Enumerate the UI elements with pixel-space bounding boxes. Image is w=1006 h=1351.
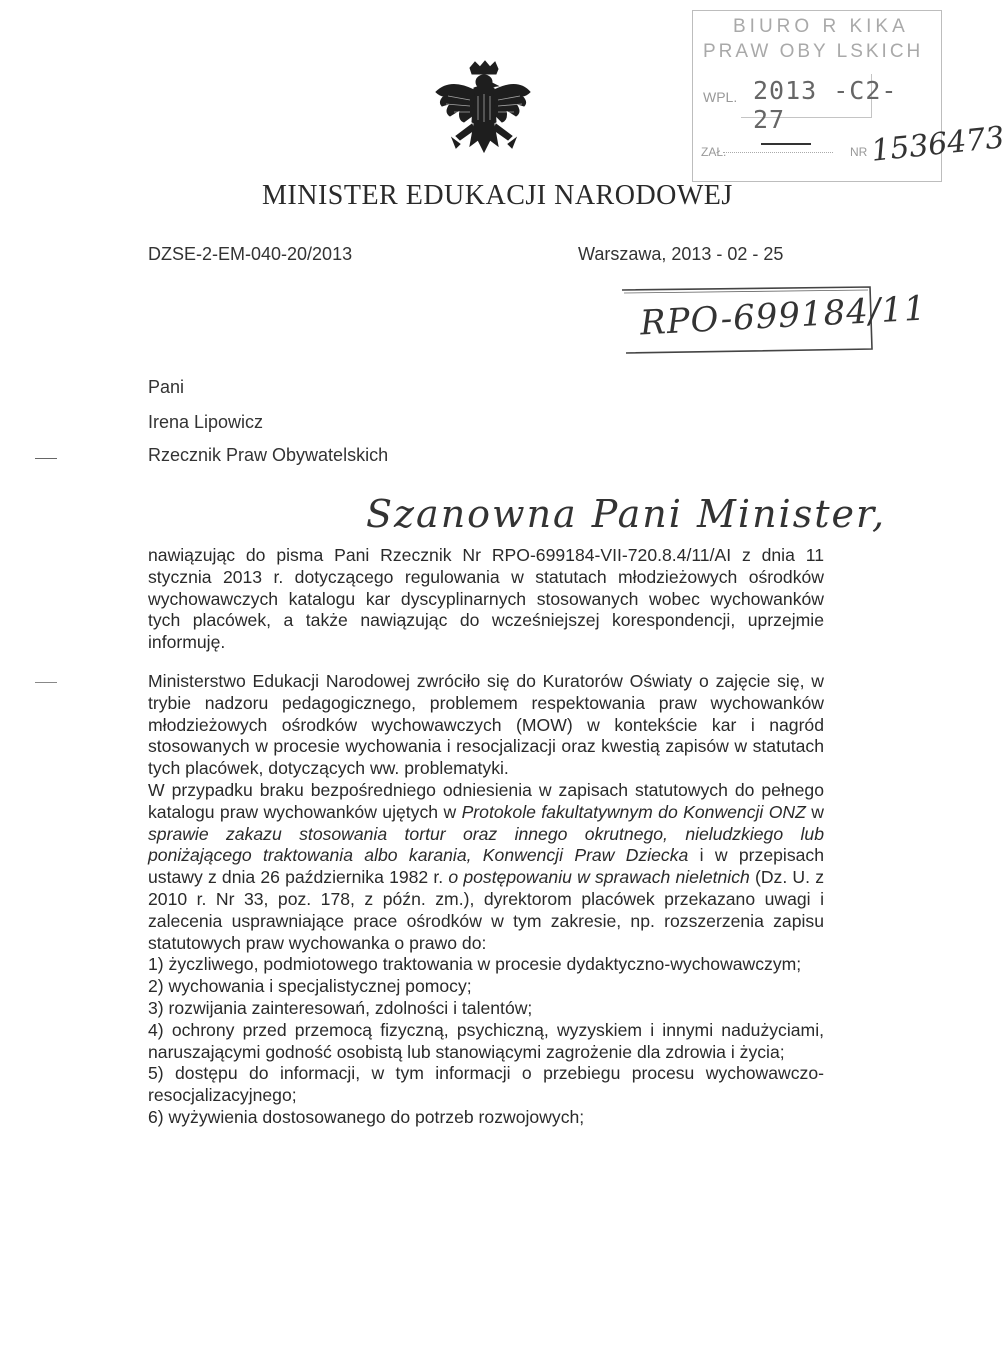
italic-run: sprawie zakazu stosowania tortur oraz innego okrutnego, nieludzkiego lub poniżającego traktowania albo karania, Konwencji Praw Dziecka [148,823,824,866]
list-item: 2) wychowania i specjalistycznej pomocy; [148,976,472,997]
paragraph-intro: nawiązując do pisma Pani Rzecznik Nr RPO-699184-VII-720.8.4/11/AI z dnia 11 stycznia 2013 r. dotyczącego regulowania w statutach młodzieżowych ośrodków wychowawczych katalogu kar dyscyplinarnych stosowanych wobec wychowanków tych placówek, a także nawiązując do wcześniejszej korespondencji, uprzejmie informuję. [148,545,824,653]
list-item: 6) wyżywienia dostosowanego do potrzeb rozwojowych; [148,1106,585,1127]
rpo-handwritten-number: RPO-699184/11 [639,288,928,344]
text-run: i w przepisach ustawy z dnia 26 października 1982 r. [148,845,824,888]
list-item: 4) ochrony przed przemocą fizyczną, psychiczną, wyzyskiem i innymi nadużyciami, naruszającymi godność osobistą lub stanowiącymi zagrożenie dla zdrowia i życia; [148,1019,824,1062]
stamp-zal-dots [723,152,833,153]
text-run: (Dz. U. z 2010 r. Nr 33, poz. 178, z późn. zm.), dyrektorom placówek przekazano uwagi i zalecenia usprawniające prace ośrodków w tym zakresie, np. rozszerzenia zapisu statutowych praw wychowanka o prawo do: [148,867,824,953]
stamp-zal-dash [761,143,811,145]
ministry-heading: MINISTER EDUKACJI NARODOWEJ [262,180,733,211]
stamp-nr-label: NR [850,145,868,159]
recipient-office: Rzecznik Praw Obywatelskich [148,445,389,465]
stamp-line-2: PRAW OBY LSKICH [703,41,924,62]
reference-number: DZSE-2-EM-040-20/2013 [148,244,353,264]
stamp-nr-value: 1536473 [869,120,1006,169]
italic-run: o postępowaniu w sprawach nieletnich [448,867,750,888]
list-item: 5) dostępu do informacji, w tym informacji o przebiegu procesu wychowawczo-resocjalizacyjnego; [148,1063,824,1106]
paragraph-recommendations [148,780,824,954]
text-run: w [805,801,825,822]
registry-stamp [692,10,1006,182]
letter-body [148,545,824,1129]
paragraph-ministry-action: Ministerstwo Edukacji Narodowej zwróciło się do Kuratorów Oświaty o zajęcie się, w trybie nadzoru pedagogicznego, problemem respektowania praw wychowanków młodzieżowych ośrodków wychowawczych (MOW) w kontekście kar i nagród stosowanych w procesie wychowania i resocjalizacji oraz kwestią zapisów w statutach tych placówek, dotyczących ww. problematyki. [148,670,824,779]
eagle-emblem-icon [430,60,535,180]
list-item: 3) rozwijania zainteresowań, zdolności i talentów; [148,997,533,1018]
place-and-date: Warszawa, 2013 - 02 - 25 [578,244,784,264]
handwritten-salutation: Szanowna Pani Minister, [366,492,887,536]
stamp-received-date: 2013 -C2- 27 [753,76,898,134]
margin-dash [35,458,57,459]
list-item: 1) życzliwego, podmiotowego traktowania w procesie dydaktyczno-wychowawczym; [148,954,802,975]
stamp-line-1: BIURO R KIKA [733,16,909,37]
recipient-title: Pani [148,377,185,397]
italic-run: Protokole fakultatywnym do Konwencji ONZ [461,801,806,822]
text-run: W przypadku braku bezpośredniego odniesienia w zapisach statutowych do pełnego katalogu praw wychowanków ujętych w [148,779,824,822]
margin-dash [35,682,57,683]
stamp-wpl-label: WPL. [703,89,738,105]
recipient-name: Irena Lipowicz [148,412,264,432]
stamp-zal-label: ZAŁ. [701,145,727,159]
